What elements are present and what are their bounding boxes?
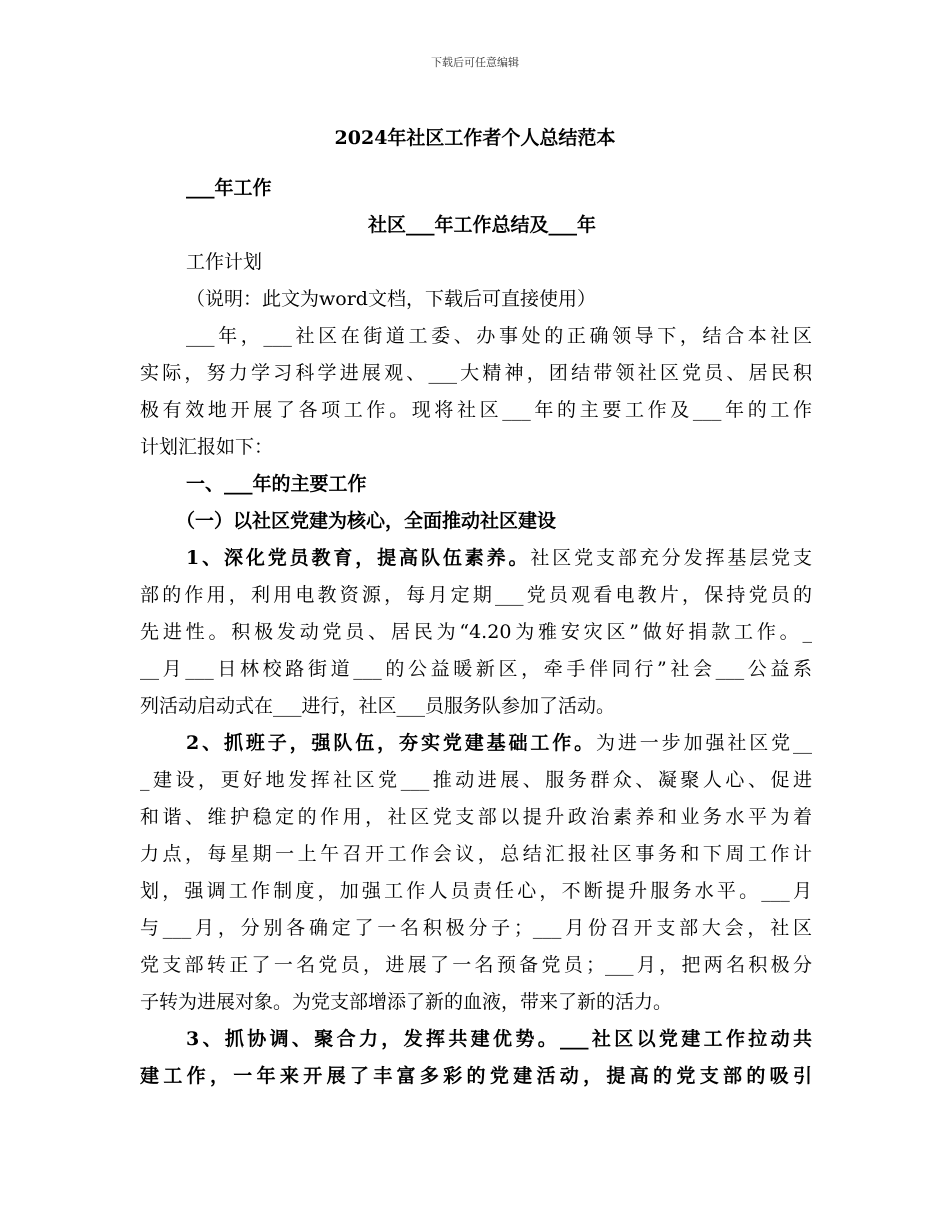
doc-line: 先进性。积极发动党员、居民为“4.20为雅安灾区”做好捐款工作。_	[140, 621, 812, 643]
doc-line: 计划汇报如下：	[140, 436, 274, 458]
doc-line: 子转为进展对象。为党支部增添了新的血液，带来了新的活力。	[140, 991, 673, 1013]
document-title: 2024年社区工作者个人总结范本	[334, 127, 616, 149]
doc-line: 社区___年工作总结及___年	[368, 214, 597, 236]
subsection-heading: （一）以社区党建为核心，全面推动社区建设	[176, 510, 557, 532]
item-heading: 2、抓班子，强队伍，夯实党建基础工作。	[186, 732, 597, 754]
item-text: 为进一步加强社区党__	[596, 732, 812, 754]
doc-line: __月___日林校路街道___的公益暖新区，牵手伴同行”社会___公益系	[140, 658, 812, 680]
doc-line: 与___月，分别各确定了一名积极分子；___月份召开支部大会，社区	[140, 917, 812, 939]
doc-line: ___年，___社区在街道工委、办事处的正确领导下，结合本社区	[186, 325, 812, 347]
doc-line: 实际，努力学习科学进展观、___大精神，团结带领社区党员、居民积	[140, 362, 812, 384]
section-heading: 一、___年的主要工作	[186, 473, 367, 495]
doc-line: 工作计划	[186, 251, 263, 273]
doc-line: 划，强调工作制度，加强工作人员责任心，不断提升服务水平。___月	[140, 880, 812, 902]
doc-line: 和谐、维护稳定的作用，社区党支部以提升政治素养和业务水平为着	[140, 806, 812, 828]
doc-line: 部的作用，利用电教资源，每月定期___党员观看电教片，保持党员的	[140, 584, 812, 606]
doc-line: 列活动启动式在___进行，社区___员服务队参加了活动。	[140, 695, 616, 717]
paragraph-line-1	[186, 546, 812, 570]
doc-line: （说明：此文为word文档，下载后可直接使用）	[186, 288, 596, 310]
header-note: 下载后可任意编辑	[431, 56, 519, 69]
doc-line: 建工作，一年来开展了丰富多彩的党建活动，提高的党支部的吸引	[140, 1065, 812, 1087]
item-text: 社区党支部充分发挥基层党支	[530, 547, 812, 569]
doc-line: 力点，每星期一上午召开工作会议，总结汇报社区事务和下周工作计	[140, 843, 812, 865]
paragraph-line-2	[186, 731, 812, 755]
doc-line: 极有效地开展了各项工作。现将社区___年的主要工作及___年的工作	[140, 399, 812, 421]
item-heading-3: 3、抓协调、聚合力，发挥共建优势。___社区以党建工作拉动共	[186, 1028, 812, 1050]
item-heading: 1、深化党员教育，提高队伍素养。	[186, 547, 531, 569]
doc-line: _建设，更好地发挥社区党___推动进展、服务群众、凝聚人心、促进	[140, 769, 812, 791]
doc-line: 党支部转正了一名党员，进展了一名预备党员；___月，把两名积极分	[140, 954, 812, 976]
doc-line: ___年工作	[186, 177, 272, 199]
